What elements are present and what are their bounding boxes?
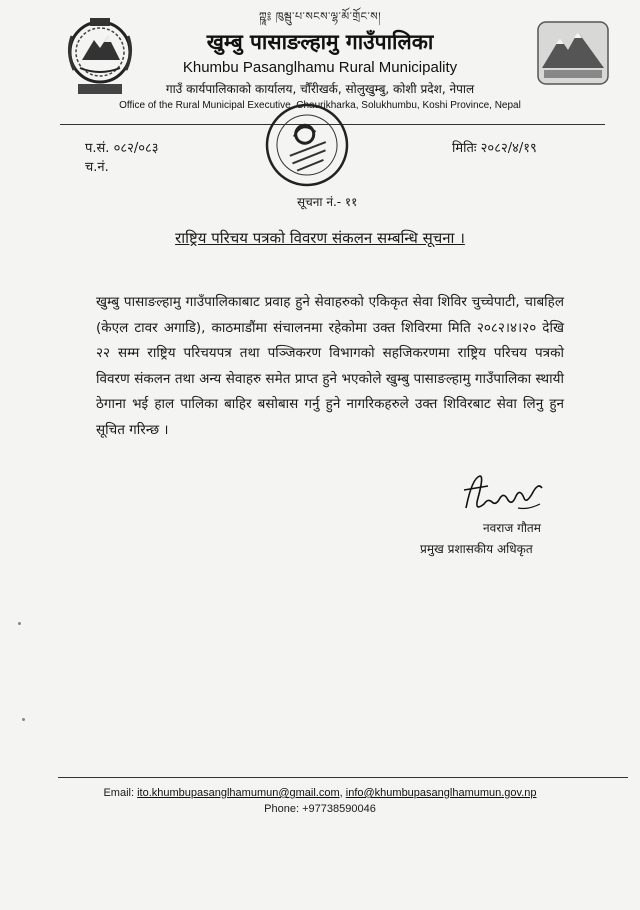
footer-email-line	[0, 787, 640, 799]
signatory-name: नवराज गौतम	[483, 521, 541, 535]
email-link-info[interactable]: info@khumbupasanglhamumun.gov.np	[345, 787, 537, 799]
official-stamp	[254, 92, 361, 199]
email-link-ito[interactable]: ito.khumbupasanglhamumun@gmail.com	[137, 787, 340, 799]
office-address-english: Office of the Rural Municipal Executive, Chaurikharka, Solukhumbu, Koshi Province, Nepal	[119, 100, 521, 111]
municipality-title-english: Khumbu Pasanglhamu Rural Municipality	[182, 59, 458, 76]
handwritten-signature	[458, 468, 548, 518]
office-address-nepali: गाउँ कार्यपालिकाको कार्यालय, चौँरीखर्क, सोलुखुम्बु, कोशी प्रदेश, नेपाल	[165, 82, 475, 96]
signatory-title: प्रमुख प्रशासकीय अधिकृत	[420, 542, 533, 556]
notice-number: सूचना नं.- ११	[297, 195, 358, 209]
email-label: Email:	[103, 787, 135, 799]
dispatch-number: च.नं.	[85, 160, 109, 175]
email-separator: ,	[339, 787, 343, 799]
municipality-mountain-logo	[536, 20, 610, 86]
municipality-title-nepali: खुम्बु पासाङल्हामु गाउँपालिका	[206, 30, 434, 54]
header-tagline: ཀྵཱ༔ ཁུམྦུ་པ་སངས་ལྷ་མོ་གྲོང་ས།	[258, 10, 382, 23]
scan-speck	[18, 622, 21, 625]
letter-date: मितिः २०८२/४/१९	[452, 141, 537, 156]
footer-divider	[58, 777, 628, 778]
notice-body: खुम्बु पासाङल्हामु गाउँपालिकाबाट प्रवाह हुने सेवाहरुको एकिकृत सेवा शिविर चुच्चेपाटी, चाबहिल (केएल टावर अगाडि), काठमाडौंमा संचालनमा रहेकोमा उक्त शिविरमा मिति २०८२।४।२० देखि २२ सम्म राष्ट्रिय परिचयपत्र तथा पञ्जिकरण विभागको सहजिकरणमा राष्ट्रिय परिचय पत्रको विवरण संकलन तथा अन्य सेवाहरु समेत प्राप्त हुने भएकोले खुम्बु पासाङल्हामु गाउँपालिका स्थायी ठेगाना भई हाल पालिका बाहिर बसोबास गर्नु हुने नागरिकहरुले उक्त शिविरबाट सेवा लिनु हुन सूचित गरिन्छ ।	[96, 294, 564, 438]
notice-subject: राष्ट्रिय परिचय पत्रको विवरण संकलन सम्बन्धि सूचना ।	[175, 229, 465, 247]
scan-speck	[22, 718, 25, 721]
footer-phone: Phone: +97738590046	[264, 803, 376, 815]
reference-number: प.सं. ०८२/०८३	[85, 141, 159, 156]
